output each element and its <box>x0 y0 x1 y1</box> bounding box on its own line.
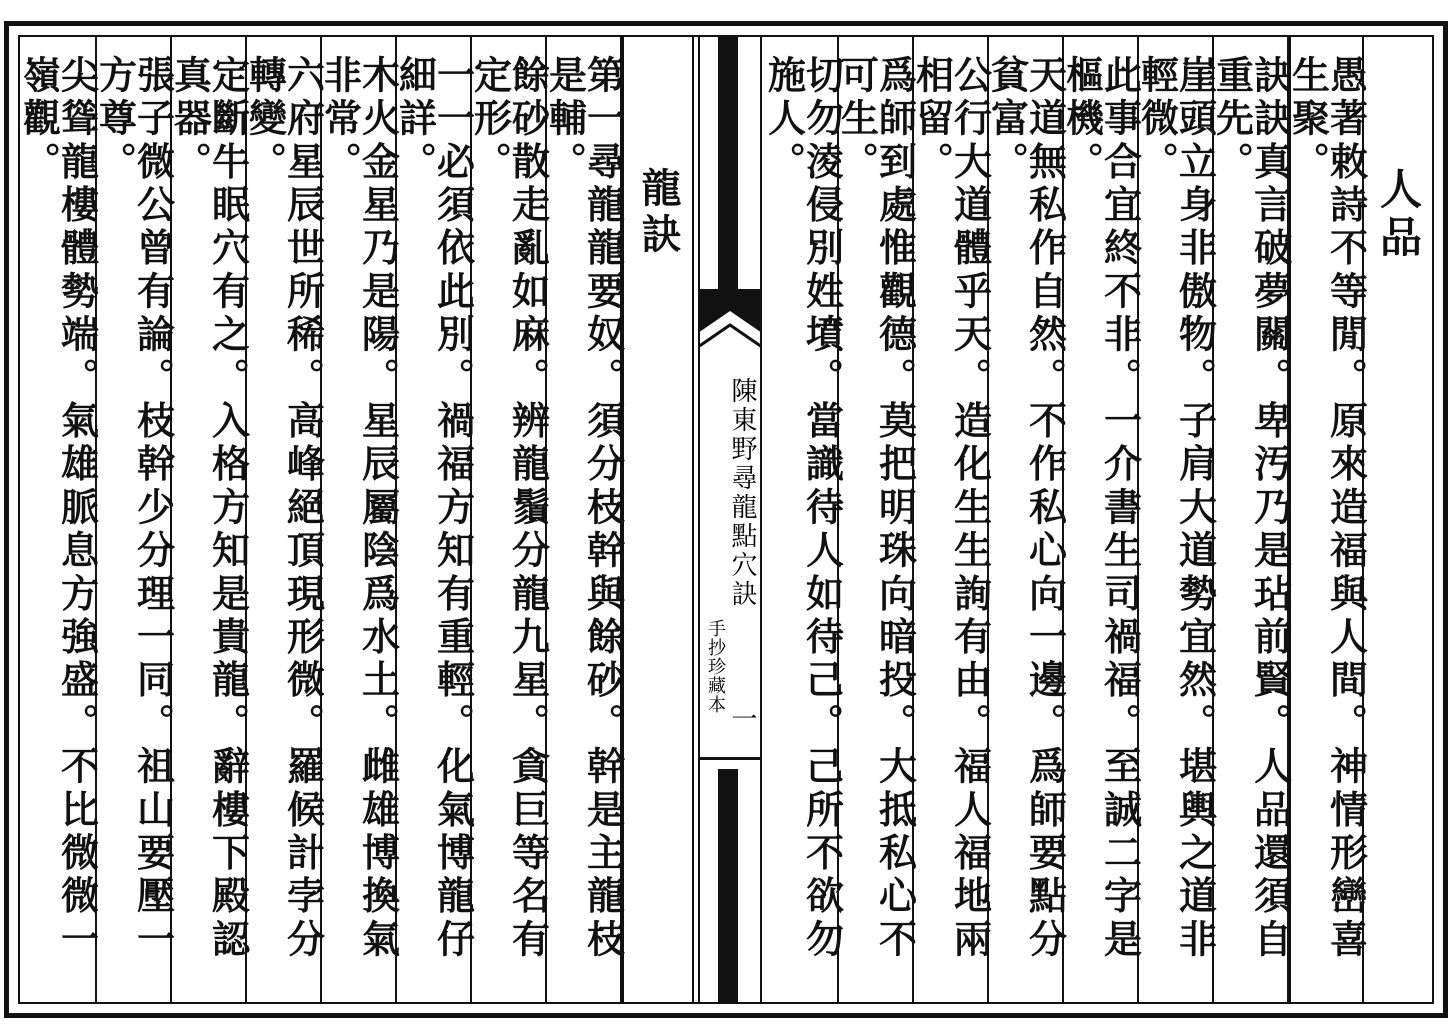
right-column-5: 天道無私作自然。不作私心向一邊。爲師要點分貧富。 <box>989 37 1064 1002</box>
spine-page-number: 一 <box>727 705 757 734</box>
left-column-6: 定斷牛眠穴有之。入格方知是貴龍。辭樓下殿認真器。 <box>172 37 247 1002</box>
spine-line-left <box>698 37 700 1002</box>
left-column-2: 餘砂散走亂如麻。辨龍鬚分龍九星。貪巨等名有定形。 <box>472 37 547 1002</box>
left-column-4: 木火金星乃是陽。星辰屬陰爲水土。雌雄博換氣非常。 <box>322 37 397 1002</box>
spine-subtitle: 手抄珍藏本 <box>705 619 726 714</box>
right-column-3: 崖頭立身非傲物。子肩大道勢宜然。堪輿之道非輕微。 <box>1139 37 1214 1002</box>
left-heading: 龍訣 <box>622 37 694 1002</box>
spine-bar-top <box>718 37 738 289</box>
right-column-6: 公行大道體乎天。造化生生詢有由。福人福地兩相留。 <box>914 37 989 1002</box>
right-column-4: 此事合宜終不非。一介書生司禍福。至誠二字是樞機。 <box>1064 37 1139 1002</box>
left-column-7: 張子微公曾有論。枝幹少分理一同。祖山要壓一方尊。 <box>97 37 172 1002</box>
page-frame <box>4 21 1448 1018</box>
book-spine <box>694 37 768 1002</box>
spine-fishtail-mark <box>698 289 762 369</box>
right-column-2: 訣訣真言破夢關。卑汚乃是玷前賢。人品還須自重先。 <box>1214 37 1289 1002</box>
right-column-7: 爲師到處惟觀德。莫把明珠向暗投。大抵私心不可生。 <box>839 37 914 1002</box>
inner-frame <box>18 35 1434 1004</box>
right-heading: 人品 <box>1374 167 1423 263</box>
left-column-1: 第一尋龍龍要奴。須分枝幹與餘砂。幹是主龍枝是輔。 <box>547 37 622 1002</box>
left-column-5: 六府星辰世所稀。高峰絕頂現形微。羅候計孛分轉變。 <box>247 37 322 1002</box>
spine-bar-bottom <box>718 769 738 1002</box>
left-column-3: 一一必須依此別。禍福方知有重輕。化氣博龍仔細詳。 <box>397 37 472 1002</box>
right-column-1: 愚著敕詩不等閒。原來造福與人間。神情形巒喜生聚。 <box>1289 37 1364 1002</box>
left-column-8: 尖聳龍樓體勢端。氣雄脈息方強盛。不比微微一嶺觀。 <box>20 37 97 1002</box>
spine-divider <box>698 757 762 769</box>
spine-title: 陳東野尋龍點穴訣 <box>727 377 757 609</box>
right-column-8: 切勿淩侵別姓墳。當識待人如待己。己所不欲勿施人。 <box>768 37 839 1002</box>
